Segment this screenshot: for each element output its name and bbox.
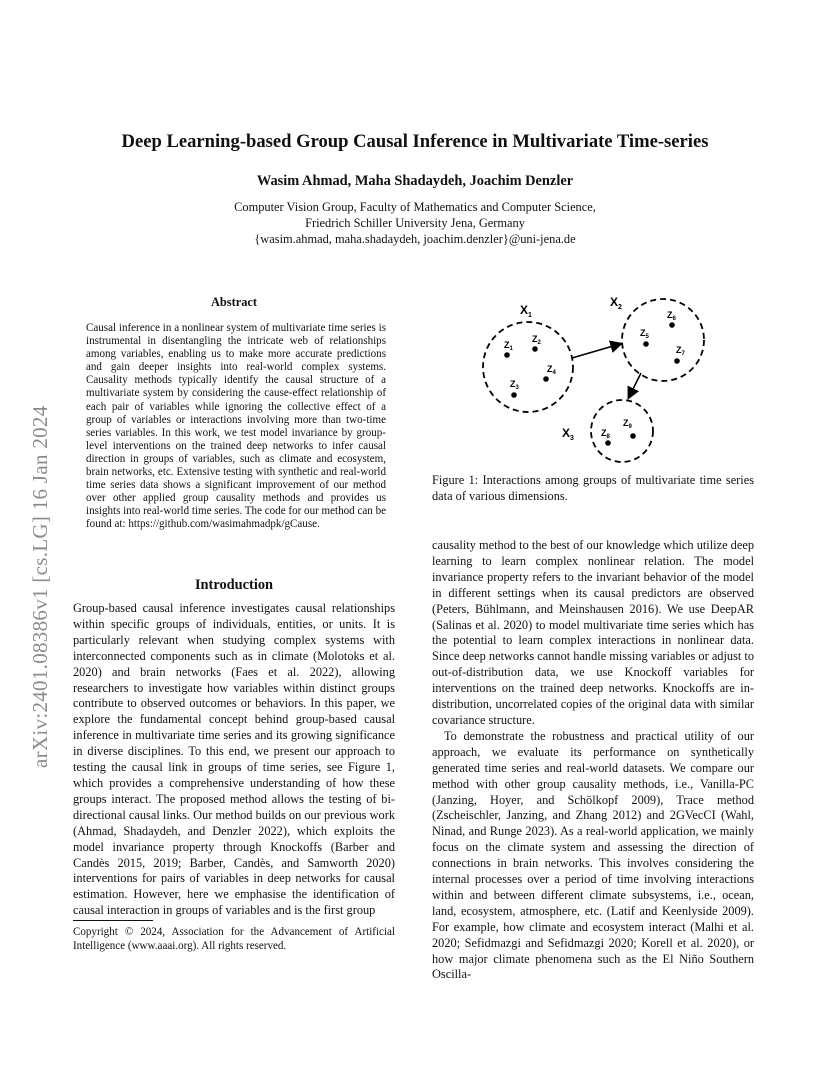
introduction-paragraph-1: Group-based causal inference investigates causal relationships within specific groups of individuals, entities, or units. It is particularly relevant when studying complex systems with interconnected components such as in climate (Molotoks et al. 2020) and brain networks (Faes et al. 2022), allowing researchers to investigate how variables within distinct groups contribute to observed outcomes or behaviors. In this paper, we explore the fundamental concept behind group-based causal inference in multivariate time series and its growing significance in diverse disciplines. To this end, we present our approach to testing the causal link in groups of time series, see Figure 1, which provides a comprehensive understanding of how these groups interact. The proposed method allows the testing of bi-directional causal links. Our method builds on our previous work (Ahmad, Shadaydeh, and Denzler 2022), which exploits the model invariance property through Knockoffs (Barber and Candès 2015, 2019; Barber, Candès, and Samworth 2020) interventions for pairs of variables in deep networks for causal estimation. However, here we emphasise the identification of causal interaction in groups of variables and is the first group <box>73 601 395 918</box>
abstract-text: Causal inference in a nonlinear system of multivariate time series is instrumental in disentangling the intricate web of relationships among variables, enabling us to make more accurate predictions and gain deeper insights into real-world complex systems. Causality methods typically identify the causal structure of a multivariate system by considering the cause-effect relationship of each pair of variables while ignoring the collective effect of a group of variables or interactions involving more than two-time series variables. In this work, we test model invariance by group-level interventions on the trained deep networks to infer causal direction in groups of variables, such as climate and ecosystem, brain networks, etc. Extensive testing with synthetic and real-world time series data shows a significant improvement of our method over other applied group causality methods and provides us insights into real-world time series. The code for our method can be found at: https://github.com/wasimahmadpk/gCause. <box>86 322 386 531</box>
node-label-z5: $Z_5$ <box>640 328 649 340</box>
causal-arrow-x1-to-x2 <box>572 344 620 358</box>
node-z9 <box>630 433 636 439</box>
node-label-z8: $Z_8$ <box>601 428 610 440</box>
affiliation-line-1: Computer Vision Group, Faculty of Mathematics and Computer Science, <box>234 200 596 214</box>
node-z5 <box>643 341 649 347</box>
causal-arrow-x2-to-x3 <box>629 373 641 397</box>
node-label-z1: $Z_1$ <box>504 340 513 352</box>
node-label-z6: $Z_6$ <box>667 310 676 322</box>
introduction-heading: Introduction <box>194 577 274 593</box>
author-emails: {wasim.ahmad, maha.shadaydeh, joachim.denzler}@uni-jena.de <box>254 232 576 246</box>
node-z4 <box>543 376 549 382</box>
figure-1 <box>470 290 720 470</box>
footnote-rule <box>73 920 153 921</box>
copyright-footnote: Copyright © 2024, Association for the Advancement of Artificial Intelligence (www.aaai.org). All rights reserved. <box>73 926 395 952</box>
affiliation-block <box>120 199 710 247</box>
arxiv-identifier <box>22 290 52 770</box>
node-z8 <box>605 440 611 446</box>
group-label-x3: $X_3$ <box>562 426 574 442</box>
group-label-x1: $X_1$ <box>520 303 532 319</box>
node-label-z3: $Z_3$ <box>510 379 519 391</box>
abstract-heading: Abstract <box>210 295 258 309</box>
introduction-column <box>73 601 395 919</box>
node-label-z7: $Z_7$ <box>676 345 685 357</box>
node-z3 <box>511 392 517 398</box>
paper-title: Deep Learning-based Group Causal Inference in Multivariate Time-series <box>121 131 709 152</box>
figure-caption: Figure 1: Interactions among groups of multivariate time series data of various dimensions. <box>432 473 754 503</box>
right-paragraph-2: To demonstrate the robustness and practical utility of our approach, we evaluate its performance on synthetically generated time series and real-world datasets. We compare our method with other group causality methods, i.e., Vanilla-PC (Janzing, Hoyer, and Schölkopf 2009), Trace method (Zscheischler, Janzing, and Zhang 2012) and 2GVecCI (Wahl, Ninad, and Runge 2023). As a real-world application, we mainly focus on the climate system and assessing the direction of connections in brain networks. This involves considering the internal processes over a period of time involving interactions within and between different climate subsystems, i.e., ocean, land, ecosystem, atmosphere, etc. (Latif and Keenlyside 2009). For example, how climate and ecosystem interact (Malhi et al. 2020; Sefidmazgi and Sefidmazgi 2020; Korell et al. 2020), or how major climate phenomena such as the El Niño Southern Oscilla- <box>432 728 754 982</box>
group-label-x2: $X_2$ <box>610 295 622 311</box>
node-z2 <box>532 346 538 352</box>
node-z6 <box>669 322 675 328</box>
node-z1 <box>504 352 510 358</box>
affiliation-line-2: Friedrich Schiller University Jena, Germany <box>305 216 525 230</box>
node-label-z2: $Z_2$ <box>532 334 541 346</box>
group-x1-boundary <box>483 322 573 412</box>
right-paragraph-1: causality method to the best of our knowledge which utilize deep learning to learn complex nonlinear relation. The model invariance property refers to the invariant behavior of the model in different settings when its causal predictors are observed (Peters, Bühlmann, and Meinshausen 2016). We use DeepAR (Salinas et al. 2020) to model multivariate time series which has the potential to learn complex interactions in nonlinear data. Since deep networks cannot handle missing variables or adjust to out-of-distribution data, we use Knockoff variables for interventions on the trained deep networks. Knockoffs are in-distribution, uncorrelated copies of the original data with similar covariance structure. <box>432 538 754 727</box>
right-column-text <box>432 538 754 983</box>
node-z7 <box>674 358 680 364</box>
node-label-z9: $Z_9$ <box>623 418 632 430</box>
paper-authors: Wasim Ahmad, Maha Shadaydeh, Joachim Denzler <box>256 173 574 189</box>
node-label-z4: $Z_4$ <box>547 364 556 376</box>
group-causality-diagram <box>470 290 720 470</box>
arxiv-identifier-text: arXiv:2401.08386v1 [cs.LG] 16 Jan 2024 <box>28 405 52 768</box>
group-x2-boundary <box>622 299 704 381</box>
